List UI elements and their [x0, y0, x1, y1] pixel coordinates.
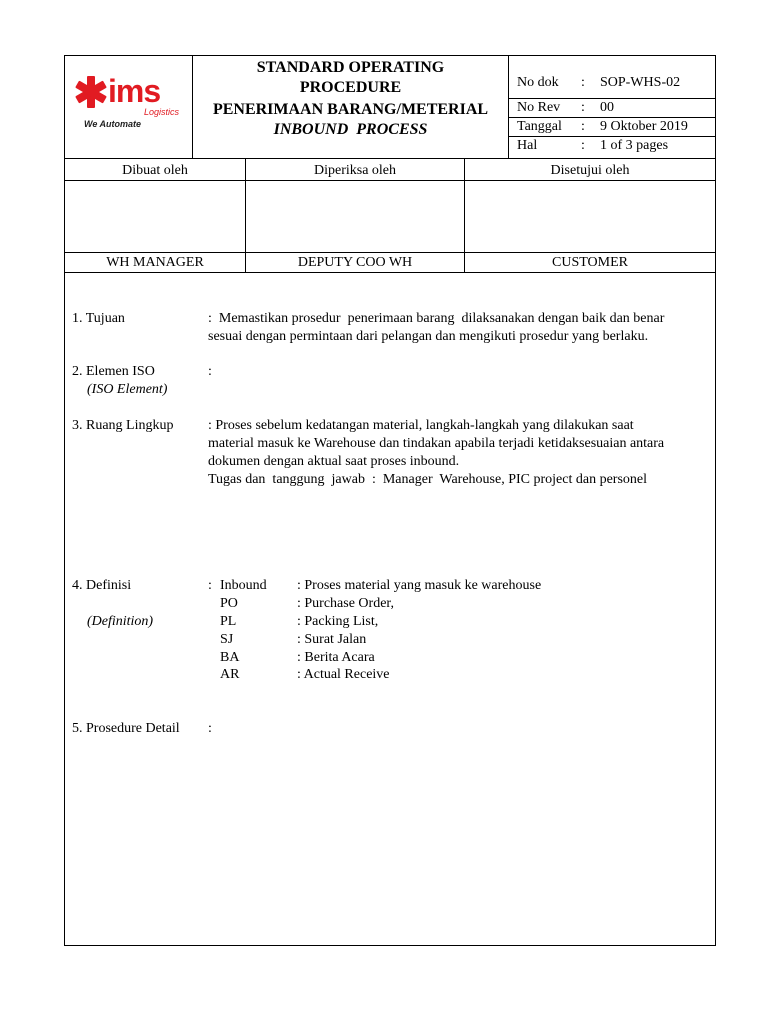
section-ruang-line-3: dokumen dengan aktual saat proses inbound. [208, 454, 460, 469]
definition-desc: : Purchase Order, [297, 596, 395, 611]
definition-term: BA [220, 650, 240, 665]
definition-term: PL [220, 614, 237, 629]
meta-tanggal-label: Tanggal [517, 119, 562, 134]
section-elemen-sublabel: (ISO Element) [87, 382, 168, 397]
logo-tagline: We Automate [84, 119, 142, 129]
title-line-4: INBOUND PROCESS [273, 121, 428, 138]
section-ruang-label: 3. Ruang Lingkup [72, 418, 174, 433]
section-definisi-colon: : [208, 578, 212, 593]
meta-hal-sep: : [581, 138, 585, 153]
section-tujuan-line-2: sesuai dengan permintaan dari pelangan dan mengikuti prosedur yang berlaku. [208, 329, 649, 344]
section-prosedur-label: 5. Prosedure Detail [72, 721, 180, 736]
definition-term: Inbound [220, 578, 267, 593]
signature-header-diperiksa: Diperiksa oleh [313, 163, 397, 178]
meta-no-rev-sep: : [581, 100, 585, 115]
meta-tanggal-sep: : [581, 119, 585, 134]
meta-hal-value: 1 of 3 pages [600, 138, 669, 153]
section-tujuan-label: 1. Tujuan [72, 311, 125, 326]
logo-sub: Logistics [144, 107, 180, 117]
section-definisi-label: 4. Definisi [72, 578, 132, 593]
section-ruang-line-4: Tugas dan tanggung jawab : Manager Warehouse, PIC project dan personel [208, 472, 647, 487]
title-block [193, 58, 508, 140]
section-ruang-line-2: material masuk ke Warehouse dan tindakan apabila terjadi ketidaksesuaian antara [208, 436, 665, 451]
section-definisi-sublabel: (Definition) [87, 614, 154, 629]
meta-no-dok-value: SOP-WHS-02 [600, 75, 681, 90]
definition-term: SJ [220, 632, 234, 647]
header-bottom-line [64, 158, 716, 159]
asterisk-logo-icon [74, 75, 108, 109]
section-elemen-label: 2. Elemen ISO [72, 364, 155, 379]
section-prosedur-colon: : [208, 721, 212, 736]
meta-no-rev-value: 00 [600, 100, 614, 115]
definition-term: AR [220, 667, 240, 682]
definition-desc: : Proses material yang masuk ke warehouse [297, 578, 542, 593]
title-line-2: PROCEDURE [299, 79, 402, 96]
document-frame [64, 55, 716, 946]
header-divider-meta [508, 55, 509, 158]
meta-no-rev-label: No Rev [517, 100, 561, 115]
signature-header-dibuat: Dibuat oleh [122, 163, 188, 178]
title-line-3: PENERIMAAN BARANG/METERIAL [212, 101, 489, 118]
meta-hal-label: Hal [517, 138, 538, 153]
definition-desc: : Surat Jalan [297, 632, 367, 647]
company-logo [74, 73, 186, 133]
signature-name-wh-manager: WH MANAGER [106, 255, 204, 270]
signature-name-top-line [64, 252, 716, 253]
meta-tanggal-value: 9 Oktober 2019 [600, 119, 688, 134]
signature-bottom-line [64, 272, 716, 273]
logo-brand: ims [108, 73, 161, 109]
signature-name-customer: CUSTOMER [552, 255, 628, 270]
definition-term: PO [220, 596, 238, 611]
signature-header-disetujui: Disetujui oleh [550, 163, 630, 178]
definition-desc: : Actual Receive [297, 667, 390, 682]
meta-no-dok-label: No dok [517, 75, 559, 90]
section-tujuan-line-1: : Memastikan prosedur penerimaan barang dilaksanakan dengan baik dan benar [208, 311, 665, 326]
section-ruang-line-1: : Proses sebelum kedatangan material, langkah-langkah yang dilakukan saat [208, 418, 634, 433]
signature-header-line [64, 180, 716, 181]
meta-no-dok-sep: : [581, 75, 585, 90]
section-elemen-colon: : [208, 364, 212, 379]
title-line-1: STANDARD OPERATING [256, 59, 445, 76]
definition-desc: : Packing List, [297, 614, 379, 629]
definition-desc: : Berita Acara [297, 650, 375, 665]
signature-name-deputy-coo: DEPUTY COO WH [297, 255, 413, 270]
